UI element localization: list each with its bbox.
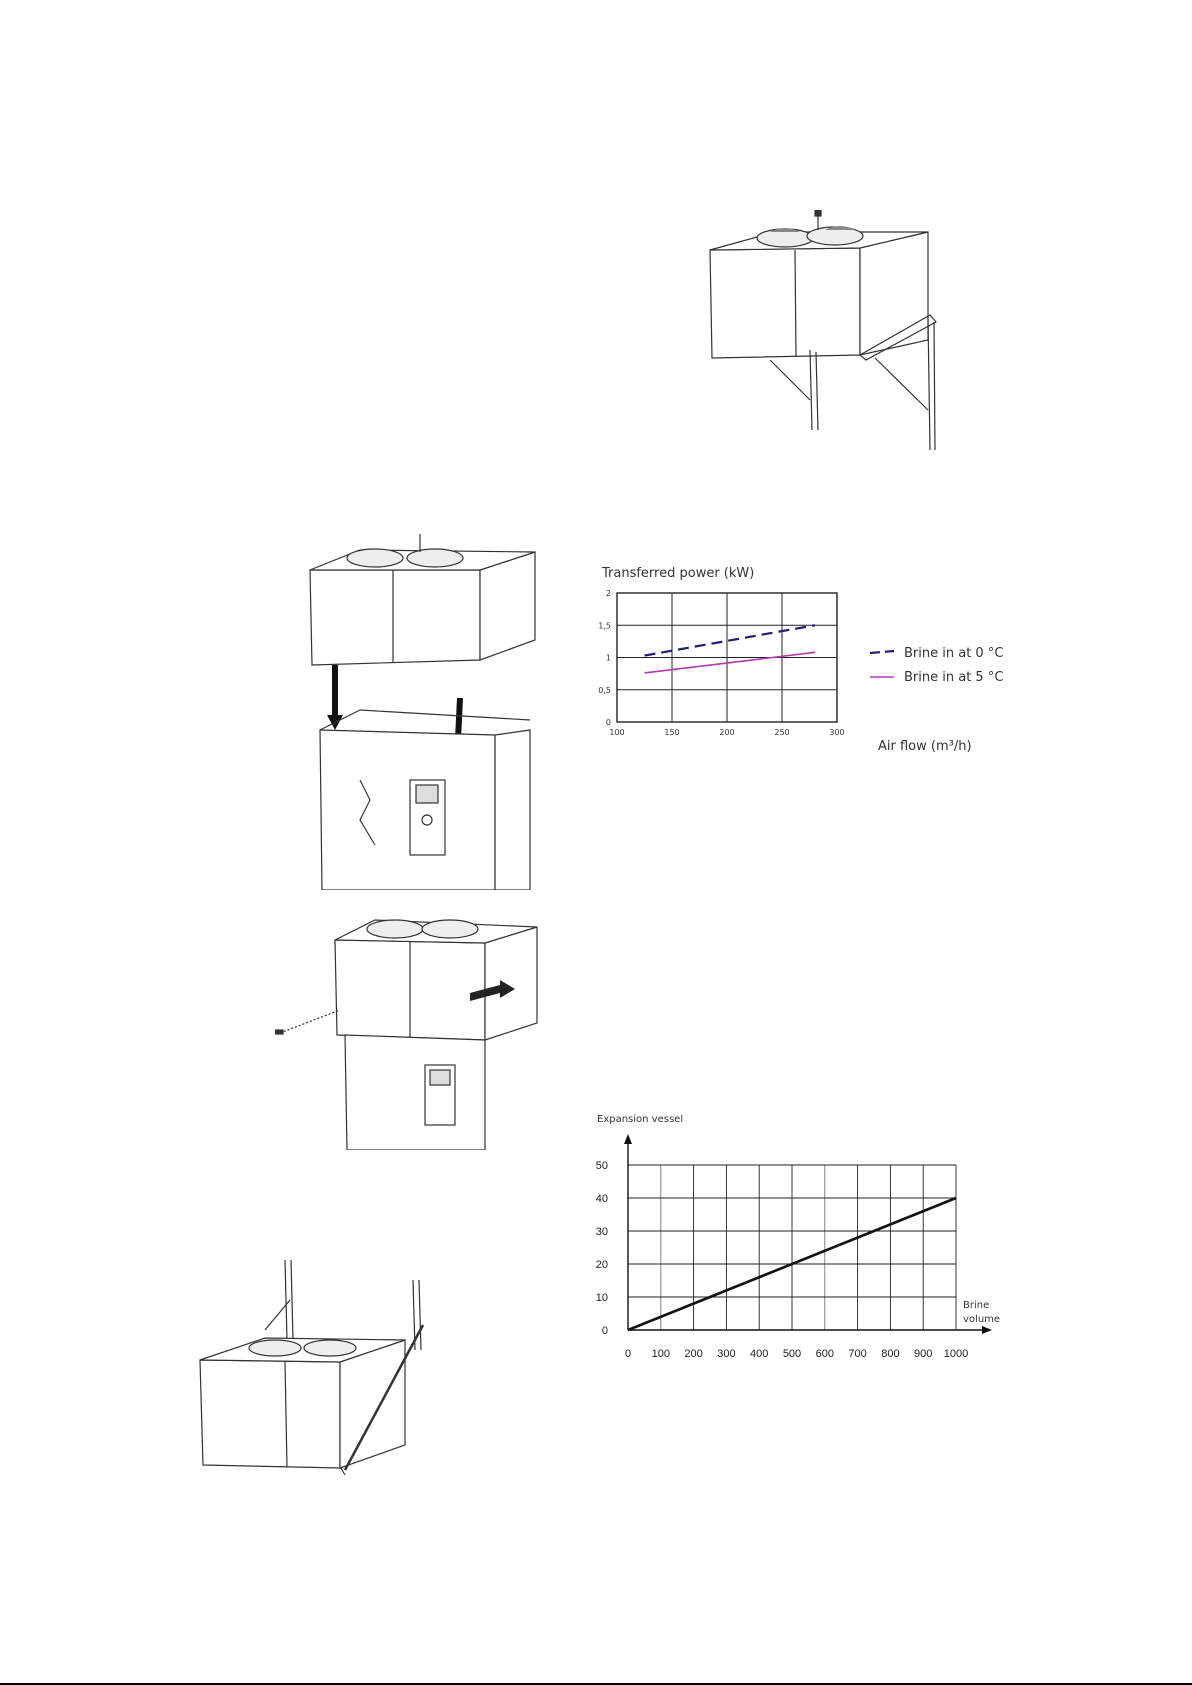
- chart1-y-tick: 1,5: [598, 621, 611, 631]
- chart1-y-tick: 1: [605, 653, 611, 663]
- chart1-x-axis-label: Air flow (m³/h): [878, 739, 972, 754]
- chart1-series-line: [645, 625, 816, 655]
- chart1-x-tick: 250: [774, 728, 790, 737]
- expansion-vessel-chart: [590, 1110, 1020, 1370]
- chart2-y-tick: 20: [595, 1259, 608, 1271]
- chart2-x-tick: 0: [624, 1348, 632, 1360]
- chart2-x-tick: 300: [717, 1348, 736, 1360]
- chart2-x-tick: 1000: [943, 1348, 969, 1360]
- chart2-y-tick: 40: [595, 1193, 608, 1205]
- chart1-legend-label: Brine in at 0 °C: [904, 646, 1004, 661]
- chart2-x-axis-label-line1: Brine: [963, 1300, 990, 1311]
- chart1-series-line: [645, 652, 816, 673]
- transferred-power-chart: [590, 560, 1030, 760]
- chart1-x-tick: 100: [609, 728, 625, 737]
- module-hanging-bracket-illustration: [195, 1260, 435, 1475]
- chart1-x-tick: 200: [719, 728, 735, 737]
- chart2-y-tick: 50: [595, 1160, 608, 1172]
- chart1-x-tick: 300: [829, 728, 845, 737]
- chart2-x-tick: 800: [881, 1348, 900, 1360]
- chart2-x-tick: 100: [651, 1348, 670, 1360]
- chart2-x-axis-arrow: [982, 1326, 992, 1334]
- module-on-wall-bracket-illustration: [700, 210, 940, 460]
- chart1-y-tick: 2: [605, 589, 611, 598]
- chart1-legend-swatch: [870, 651, 894, 653]
- chart1-y-tick: 0,5: [598, 685, 611, 695]
- chart2-y-tick: 10: [595, 1292, 608, 1304]
- chart1-title: Transferred power (kW): [602, 566, 755, 581]
- chart2-y-axis-arrow: [624, 1134, 632, 1144]
- chart2-x-tick: 900: [914, 1348, 933, 1360]
- chart2-x-tick: 500: [782, 1348, 802, 1360]
- chart2-x-tick: 700: [848, 1348, 867, 1360]
- chart2-x-tick: 600: [815, 1348, 834, 1360]
- chart1-y-tick: 0: [605, 718, 611, 727]
- chart1-x-tick: 150: [664, 728, 680, 737]
- chart1-legend-label: Brine in at 5 °C: [904, 670, 1004, 685]
- module-lowered-onto-cabinet-illustration: [300, 530, 540, 890]
- chart2-title: Expansion vessel: [597, 1114, 684, 1125]
- chart2-x-axis-label-line2: volume: [963, 1314, 1001, 1325]
- chart2-y-tick: 30: [595, 1226, 608, 1238]
- module-slid-and-screwed-illustration: [275, 905, 545, 1150]
- chart2-y-tick: 0: [601, 1325, 608, 1337]
- chart2-x-tick: 400: [750, 1348, 769, 1360]
- chart2-x-tick: 200: [684, 1348, 703, 1360]
